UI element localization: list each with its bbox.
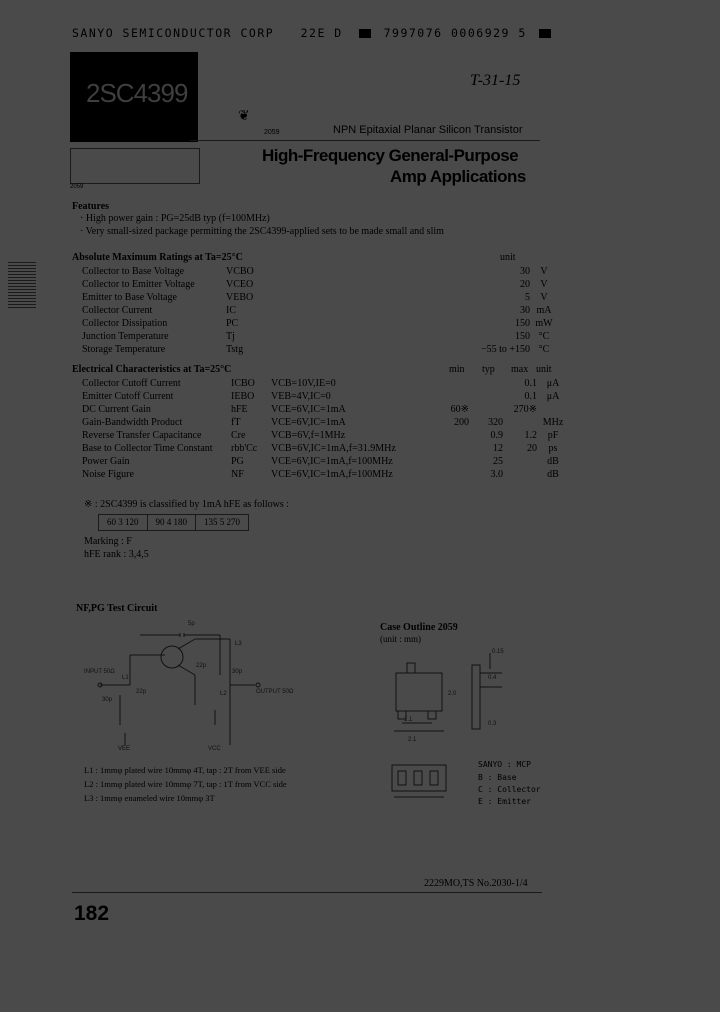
typ-cell: 320 [488, 417, 503, 428]
symbol-cell: VEBO [226, 292, 254, 303]
small-code: 2059 [70, 184, 84, 190]
param-cell: Collector to Base Voltage [82, 266, 185, 277]
part-number: 2SC4399 [86, 78, 188, 108]
value-cell: 150 [515, 318, 530, 329]
circuit-label-l1: L1 [122, 675, 129, 681]
typ-cell [471, 390, 505, 403]
symbol-cell: PC [226, 318, 239, 329]
param-cell: Collector Dissipation [82, 318, 168, 329]
case-legend-item: C : Collector [478, 785, 541, 794]
unit-cell: °C [538, 331, 550, 342]
typ-cell [471, 377, 505, 390]
hfe-rank: hFE rank : 3,4,5 [84, 549, 149, 560]
abs-max-row [80, 291, 556, 304]
header-rule [190, 140, 540, 141]
unit-cell: °C [538, 344, 550, 355]
max-cell: 0.1 [524, 391, 537, 402]
title-line-1: High-Frequency General-Purpose [262, 146, 519, 165]
unit-cell [539, 403, 567, 416]
col-min: min [449, 364, 465, 375]
case-dim: 0.3 [488, 721, 497, 727]
symbol-cell: fT [231, 417, 241, 428]
unit-cell: ps [548, 443, 558, 454]
col-max: max [511, 364, 529, 375]
param-cell: Gain-Bandwidth Product [82, 417, 183, 428]
condition-cell: VCE=6V,IC=1mA [271, 417, 346, 428]
marking: Marking : F [84, 536, 132, 547]
condition-cell: VCB=10V,IE=0 [271, 378, 336, 389]
circuit-label-vcc: VCC [208, 746, 221, 752]
condition-cell: VEB=4V,IC=0 [271, 391, 331, 402]
unit-cell: pF [547, 430, 559, 441]
param-cell: Collector Current [82, 305, 153, 316]
abs-max-row [80, 317, 556, 330]
value-cell: 30 [520, 305, 530, 316]
side-barcode-mark [8, 262, 36, 310]
case-legend-item: B : Base [478, 773, 517, 782]
elec-row [80, 455, 567, 468]
value-cell: −55 to +150 [480, 344, 530, 355]
elec-table [80, 377, 567, 481]
circuit-label-l2: L2 [220, 691, 227, 697]
circuit-label-c22p: 22p [136, 689, 147, 695]
unit-cell: dB [547, 456, 559, 467]
unit-cell: V [540, 279, 548, 290]
case-legend-title: SANYO : MCP [478, 760, 531, 769]
param-cell: Collector Cutoff Current [82, 378, 181, 389]
min-cell: 200 [454, 417, 469, 428]
rank-cell: 90 4 180 [148, 515, 197, 530]
param-cell: DC Current Gain [82, 404, 151, 415]
circuit-label-c5p: 5p [188, 621, 195, 627]
max-cell [505, 468, 539, 481]
condition-cell: VCE=6V,IC=1mA,f=100MHz [271, 456, 393, 467]
symbol-cell: hFE [231, 404, 248, 415]
circuit-label-l3: L3 [235, 641, 242, 647]
unit-cell: mA [536, 305, 552, 316]
abs-max-row [80, 278, 556, 291]
circuit-label-vee: VEE [118, 746, 131, 752]
min-cell [433, 390, 471, 403]
sanyo-logo-icon: ❦ [238, 109, 250, 124]
circuit-note: L3 : 1mmφ enameled wire 10mmφ 3T [84, 793, 215, 803]
abs-max-row [80, 330, 556, 343]
feature-item: · Very small-sized package permitting the 2SC4399-applied sets to be made small and slim [80, 226, 444, 237]
min-cell [433, 455, 471, 468]
circuit-label-output: OUTPUT 50Ω [256, 689, 294, 695]
value-cell: 20 [520, 279, 530, 290]
param-cell: Power Gain [82, 456, 130, 467]
elec-row [80, 390, 567, 403]
header-number: 7997076 0006929 5 [383, 26, 527, 40]
symbol-cell: VCBO [226, 266, 254, 277]
case-legend-item: E : Emitter [478, 797, 531, 806]
elec-row [80, 429, 567, 442]
case-dim: 1.1 [404, 717, 413, 723]
value-cell: 5 [525, 292, 530, 303]
case-heading: Case Outline 2059 [380, 622, 458, 633]
unit-cell: V [540, 266, 548, 277]
case-dim: 0.4 [488, 675, 497, 681]
footer-rule [72, 892, 542, 893]
circuit-heading: NF,PG Test Circuit [76, 603, 158, 614]
param-cell: Base to Collector Time Constant [82, 443, 213, 454]
abs-max-table [80, 265, 556, 356]
param-cell: Storage Temperature [82, 344, 166, 355]
typ-cell: 3.0 [490, 469, 503, 480]
circuit-label-c30p: 30p [102, 697, 113, 703]
elec-row [80, 377, 567, 390]
test-circuit-diagram [80, 615, 294, 755]
page-number: 182 [74, 902, 110, 925]
typ-cell: 12 [493, 443, 503, 454]
param-cell: Collector to Emitter Voltage [82, 279, 195, 290]
title-line-2: Amp Applications [390, 167, 526, 186]
condition-cell: VCB=6V,IC=1mA,f=31.9MHz [271, 443, 396, 454]
case-dim: 2.0 [448, 691, 457, 697]
param-cell: Emitter to Base Voltage [82, 292, 177, 303]
hfe-rank-table [98, 514, 249, 531]
package-code: 2059 [264, 129, 280, 136]
max-cell: 1.2 [524, 430, 537, 441]
features-heading: Features [72, 201, 110, 212]
company-header [72, 26, 551, 40]
circuit-note: L1 : 1mmφ plated wire 10mmφ 4T, tap : 2T from VEE side [84, 765, 286, 775]
classification-note: ※ : 2SC4399 is classified by 1mA hFE as follows : [84, 499, 290, 510]
circuit-label-c22p: 22p [196, 663, 207, 669]
symbol-cell: Tj [226, 331, 235, 342]
condition-cell: VCE=6V,IC=1mA,f=100MHz [271, 469, 393, 480]
unit-cell: mW [535, 318, 553, 329]
unit-cell: MHz [542, 417, 564, 428]
case-unit: (unit : mm) [380, 634, 421, 644]
unit-cell: dB [547, 469, 559, 480]
black-mark-icon [539, 29, 551, 38]
symbol-cell: VCEO [226, 279, 254, 290]
condition-cell: VCE=6V,IC=1mA [271, 404, 346, 415]
abs-max-row [80, 265, 556, 278]
unit-cell: μA [546, 391, 560, 402]
header-code: 22E D [300, 26, 343, 40]
circuit-label-c30p: 30p [232, 669, 243, 675]
rank-cell: 135 5 270 [204, 517, 240, 527]
case-dim: 0.15 [492, 649, 504, 655]
elec-row [80, 416, 567, 429]
value-cell: 150 [515, 331, 530, 342]
min-cell [433, 468, 471, 481]
elec-row [80, 442, 567, 455]
typ-cell [471, 403, 505, 416]
abs-max-row [80, 343, 556, 356]
symbol-cell: IC [226, 305, 236, 316]
symbol-cell: rbb'Cc [231, 443, 258, 454]
max-cell: 270※ [513, 404, 537, 415]
symbol-cell: Tstg [226, 344, 244, 355]
unit-cell: μA [546, 378, 560, 389]
param-cell: Junction Temperature [82, 331, 169, 342]
part-number-box [70, 52, 198, 142]
param-cell: Emitter Cutoff Current [82, 391, 174, 402]
typ-cell: 0.9 [490, 430, 503, 441]
abs-max-row [80, 304, 556, 317]
symbol-cell: Cre [231, 430, 246, 441]
abs-max-heading: Absolute Maximum Ratings at Ta=25°C [72, 252, 243, 263]
black-mark-icon [359, 29, 371, 38]
min-cell [433, 442, 471, 455]
min-cell [433, 377, 471, 390]
condition-cell: VCB=6V,f=1MHz [271, 430, 346, 441]
feature-item: · High power gain : PG=25dB typ (f=100MHz) [80, 213, 270, 224]
max-cell: 0.1 [524, 378, 537, 389]
transistor-type: NPN Epitaxial Planar Silicon Transistor [333, 124, 523, 136]
max-cell: 20 [527, 443, 537, 454]
max-cell [505, 416, 539, 429]
value-cell: 30 [520, 266, 530, 277]
col-unit: unit [536, 364, 552, 375]
unit-cell: V [540, 292, 548, 303]
doc-code: 2229MO,TS No.2030-1/4 [424, 878, 528, 889]
rank-cell: 60 3 120 [99, 515, 148, 530]
param-cell: Reverse Transfer Capacitance [82, 430, 202, 441]
param-cell: Noise Figure [82, 469, 134, 480]
symbol-cell: NF [231, 469, 244, 480]
elec-row [80, 403, 567, 416]
elec-heading: Electrical Characteristics at Ta=25°C [72, 364, 232, 375]
symbol-cell: IEBO [231, 391, 255, 402]
typ-cell: 25 [493, 456, 503, 467]
symbol-cell: ICBO [231, 378, 255, 389]
max-cell [505, 455, 539, 468]
symbol-cell: PG [231, 456, 244, 467]
handwritten-code: T-31-15 [470, 72, 521, 89]
company-name: SANYO SEMICONDUCTOR CORP [72, 26, 275, 40]
blank-box [70, 148, 200, 184]
min-cell [433, 429, 471, 442]
col-typ: typ [482, 364, 495, 375]
min-cell: 60※ [450, 404, 469, 415]
circuit-label-input: INPUT 50Ω [84, 669, 115, 675]
circuit-note: L2 : 1mmφ plated wire 10mmφ 7T, tap : 1T from VCC side [84, 779, 287, 789]
abs-unit-header: unit [500, 252, 516, 263]
case-dim: 2.1 [408, 737, 417, 743]
elec-row [80, 468, 567, 481]
